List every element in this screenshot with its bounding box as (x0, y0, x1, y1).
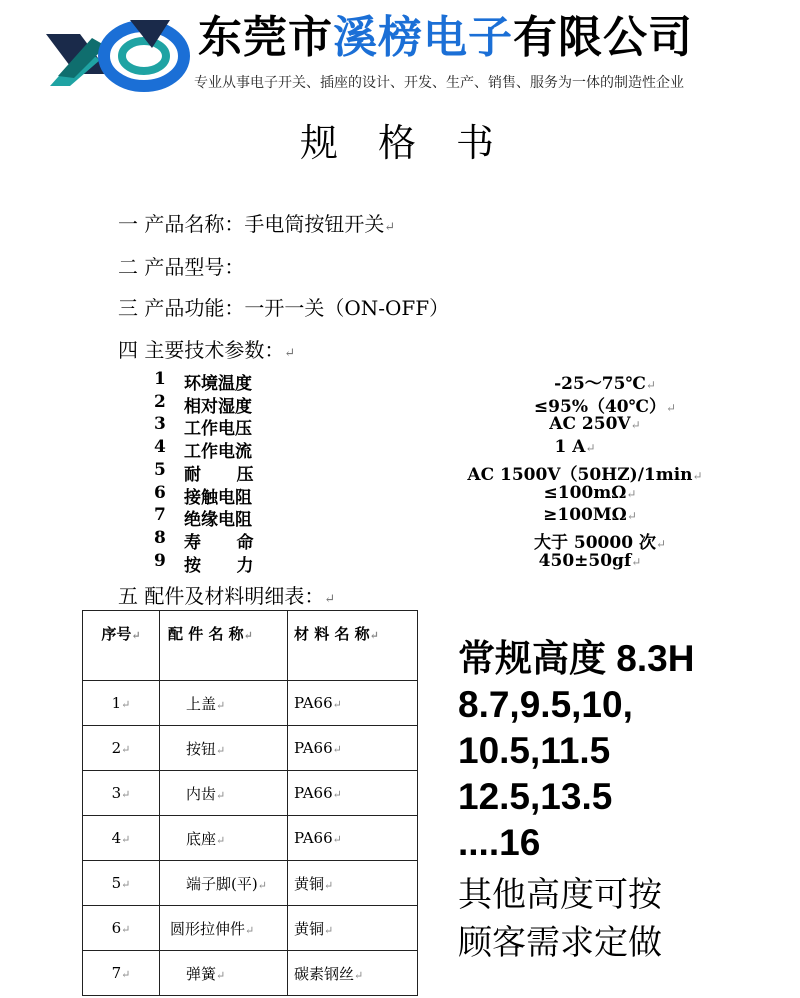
param-name: 耐 压 (184, 465, 254, 485)
table-cell (288, 816, 418, 861)
paragraph-mark: ↵ (369, 629, 379, 642)
param-no: 1 (154, 369, 166, 389)
section-product-model: 二 产品型号： (118, 255, 245, 279)
param-no: 9 (154, 551, 166, 571)
row-no: 7 (111, 964, 122, 982)
section-parts-list-text: 五 配件及材料明细表： (118, 584, 325, 608)
section-tech-params-text: 四 主要技术参数： (118, 338, 285, 362)
section-parts-list (118, 580, 335, 609)
table-cell (160, 771, 288, 816)
paragraph-mark: ↵ (243, 629, 253, 642)
row-part: 按钮 (186, 739, 217, 758)
paragraph-mark: ↵ (666, 401, 677, 415)
paragraph-mark: ↵ (332, 788, 342, 801)
company-brand: 溪榜电子 (333, 12, 513, 63)
row-part: 底座 (186, 829, 217, 848)
table-cell (83, 681, 160, 726)
row-material: 黄铜 (294, 874, 325, 893)
paragraph-mark: ↵ (216, 743, 226, 757)
param-value-text: 450±50gf (538, 551, 632, 571)
company-name (198, 14, 693, 62)
paragraph-mark: ↵ (121, 968, 131, 981)
row-no: 5 (111, 874, 122, 892)
table-cell (288, 681, 418, 726)
row-no: 2 (111, 739, 122, 757)
paragraph-mark: ↵ (324, 592, 336, 607)
row-material: 黄铜 (294, 919, 325, 938)
param-value (450, 528, 750, 553)
row-no: 4 (111, 829, 122, 847)
paragraph-mark: ↵ (121, 878, 131, 891)
row-material: 碳素钢丝 (294, 964, 355, 983)
param-name: 寿 命 (184, 533, 254, 553)
row-material: PA66 (294, 694, 333, 712)
param-name: 按 力 (184, 556, 254, 576)
paragraph-mark: ↵ (692, 469, 703, 483)
table-cell (160, 726, 288, 771)
param-no: 4 (154, 437, 166, 457)
table-cell (288, 771, 418, 816)
table-row (83, 906, 418, 951)
paragraph-mark: ↵ (131, 629, 141, 642)
row-no: 3 (111, 784, 122, 802)
section-product-name-text: 一 产品名称：手电筒按钮开关 (118, 212, 385, 236)
paragraph-mark: ↵ (332, 743, 342, 756)
paragraph-mark: ↵ (645, 378, 656, 392)
table-cell (288, 951, 418, 996)
row-part: 弹簧 (186, 964, 217, 983)
paragraph-mark: ↵ (245, 923, 255, 937)
height-note-line: 常规高度 8.3H (458, 638, 695, 679)
paragraph-mark: ↵ (332, 698, 342, 711)
row-part: 端子脚(平) (186, 874, 258, 893)
row-no: 1 (111, 694, 122, 712)
table-cell (160, 951, 288, 996)
param-value-text: AC 1500V（50HZ)/1min (467, 465, 693, 485)
param-value (455, 369, 755, 394)
paragraph-mark: ↵ (324, 878, 334, 892)
table-cell (83, 906, 160, 951)
paragraph-mark: ↵ (655, 537, 667, 551)
row-material: PA66 (294, 829, 333, 847)
table-header-cell (160, 611, 288, 681)
param-value-text: ≥100MΩ (543, 505, 627, 525)
param-name: 工作电压 (184, 419, 252, 439)
table-cell (83, 861, 160, 906)
param-value-text: ≤95%（40℃） (533, 397, 667, 417)
param-value (440, 460, 730, 485)
param-value-text: 1 A (554, 437, 586, 457)
custom-note-line: 顾客需求定做 (458, 923, 662, 963)
param-name: 绝缘电阻 (184, 510, 252, 530)
table-header-row (83, 611, 418, 681)
document-title: 规格书 (300, 121, 535, 165)
table-cell (288, 906, 418, 951)
section-product-function: 三 产品功能：一开一关（ON-OFF） (118, 296, 450, 320)
paragraph-mark: ↵ (384, 220, 396, 235)
table-row (83, 816, 418, 861)
table-cell (83, 771, 160, 816)
section-product-name (118, 208, 395, 237)
table-cell (288, 861, 418, 906)
company-prefix: 东莞市 (198, 12, 333, 63)
height-note-line: 12.5,13.5 (458, 776, 613, 817)
paragraph-mark: ↵ (121, 923, 131, 936)
param-name: 环境温度 (184, 374, 252, 394)
paragraph-mark: ↵ (626, 487, 637, 501)
paragraph-mark: ↵ (216, 833, 226, 847)
paragraph-mark: ↵ (216, 698, 226, 712)
param-no: 6 (154, 483, 166, 503)
paragraph-mark: ↵ (216, 788, 226, 802)
table-cell (160, 681, 288, 726)
table-row (83, 771, 418, 816)
table-cell (160, 906, 288, 951)
table-header-text: 序号 (101, 625, 132, 643)
param-no: 5 (154, 460, 166, 480)
param-no: 8 (154, 528, 166, 548)
height-note-line: ....16 (458, 822, 541, 863)
table-header-text: 材 料 名 称 (294, 625, 370, 643)
paragraph-mark: ↵ (216, 968, 226, 982)
custom-note-line: 其他高度可按 (458, 875, 662, 915)
table-cell (83, 951, 160, 996)
table-cell (83, 726, 160, 771)
param-value (440, 483, 740, 503)
table-cell (288, 726, 418, 771)
row-no: 6 (111, 919, 122, 937)
paragraph-mark: ↵ (284, 346, 296, 361)
paragraph-mark: ↵ (324, 923, 334, 937)
height-note-line: 10.5,11.5 (458, 730, 611, 771)
param-value-text: AC 250V (549, 414, 631, 434)
table-header-cell (288, 611, 418, 681)
param-no: 3 (154, 414, 166, 434)
table-cell (160, 816, 288, 861)
company-slogan: 专业从事电子开关、插座的设计、开发、生产、销售、服务为一体的制造性企业 (194, 75, 684, 91)
param-name: 相对湿度 (184, 397, 252, 417)
param-no: 2 (154, 392, 166, 412)
table-row (83, 681, 418, 726)
parts-table (82, 610, 418, 996)
paragraph-mark: ↵ (585, 441, 596, 455)
paragraph-mark: ↵ (121, 743, 131, 756)
paragraph-mark: ↵ (630, 418, 641, 432)
row-material: PA66 (294, 784, 333, 802)
paragraph-mark: ↵ (121, 788, 131, 801)
company-logo (40, 16, 190, 92)
table-row (83, 861, 418, 906)
table-row (83, 951, 418, 996)
param-value-text: ≤100mΩ (543, 483, 627, 503)
table-cell (83, 816, 160, 861)
param-value (440, 551, 740, 571)
paragraph-mark: ↵ (332, 833, 342, 846)
param-no: 7 (154, 505, 166, 525)
company-suffix: 有限公司 (513, 12, 693, 63)
param-name: 接触电阻 (184, 488, 252, 508)
param-value (440, 505, 740, 525)
row-part: 圆形拉伸件 (170, 919, 246, 938)
table-cell (160, 861, 288, 906)
paragraph-mark: ↵ (121, 698, 131, 711)
row-material: PA66 (294, 739, 333, 757)
param-value (425, 437, 725, 457)
row-part: 内齿 (186, 784, 217, 803)
param-value-text: -25～75℃ (554, 374, 646, 394)
table-row (83, 726, 418, 771)
paragraph-mark: ↵ (257, 878, 267, 892)
paragraph-mark: ↵ (631, 555, 642, 569)
table-header-cell (83, 611, 160, 681)
row-part: 上盖 (186, 694, 217, 713)
paragraph-mark: ↵ (626, 509, 637, 523)
paragraph-mark: ↵ (121, 833, 131, 846)
section-tech-params (118, 334, 295, 363)
param-value-text: 大于 50000 次 (533, 533, 656, 553)
paragraph-mark: ↵ (354, 968, 364, 982)
param-name: 工作电流 (184, 442, 252, 462)
height-note-line: 8.7,9.5,10, (458, 684, 633, 725)
table-header-text: 配 件 名 称 (168, 625, 244, 643)
param-value (445, 414, 745, 434)
